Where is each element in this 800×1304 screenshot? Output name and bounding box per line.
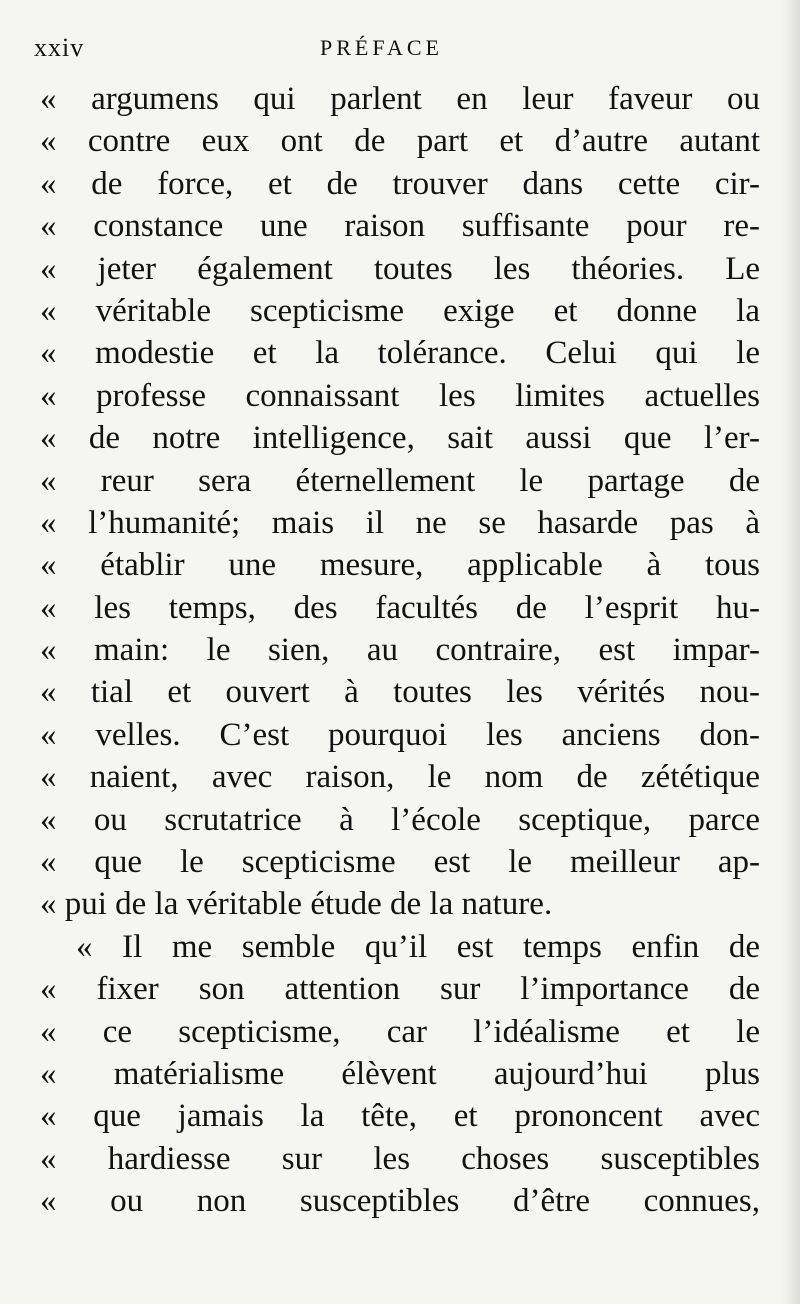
page-edge-shadow bbox=[782, 0, 800, 1304]
text-line: « fixer son attention sur l’importance de bbox=[40, 971, 760, 1008]
text-line: « ou non susceptibles d’être connues, bbox=[40, 1183, 760, 1220]
text-line: « modestie et la tolérance. Celui qui le bbox=[40, 335, 760, 372]
paragraph-end-line: « pui de la véritable étude de la nature. bbox=[40, 886, 553, 923]
text-line: « ce scepticisme, car l’idéalisme et le bbox=[40, 1013, 760, 1050]
header-title: PRÉFACE bbox=[320, 35, 443, 60]
text-line: « hardiesse sur les choses susceptibles bbox=[40, 1140, 760, 1177]
text-line: « établir une mesure, applicable à tous bbox=[40, 547, 760, 584]
body-text bbox=[40, 78, 760, 1223]
text-line: « de force, et de trouver dans cette cir- bbox=[40, 165, 760, 202]
text-line: « que jamais la tête, et prononcent avec bbox=[40, 1098, 760, 1135]
page-number: xxiv bbox=[34, 33, 85, 62]
text-line: « les temps, des facultés de l’esprit hu- bbox=[40, 589, 760, 626]
text-line: « véritable scepticisme exige et donne la bbox=[40, 292, 760, 329]
text-line: « constance une raison suffisante pour re- bbox=[40, 208, 760, 245]
paragraph-start-line: « Il me semble qu’il est temps enfin de bbox=[76, 928, 760, 965]
text-line: « tial et ouvert à toutes les vérités nou- bbox=[40, 674, 760, 711]
text-line: « matérialisme élèvent aujourd’hui plus bbox=[40, 1055, 760, 1092]
text-line: « l’humanité; mais il ne se hasarde pas à bbox=[40, 504, 760, 541]
text-line: « que le scepticisme est le meilleur ap- bbox=[40, 844, 760, 881]
text-line: « professe connaissant les limites actuelles bbox=[40, 377, 760, 414]
text-line: « jeter également toutes les théories. Le bbox=[40, 250, 760, 287]
text-line: « argumens qui parlent en leur faveur ou bbox=[40, 81, 760, 117]
text-line: « reur sera éternellement le partage de bbox=[40, 462, 760, 499]
running-head bbox=[34, 33, 754, 73]
text-line: « main: le sien, au contraire, est impar- bbox=[40, 632, 760, 669]
text-line: « ou scrutatrice à l’école sceptique, parce bbox=[40, 801, 760, 838]
text-line: « velles. C’est pourquoi les anciens don- bbox=[40, 716, 760, 753]
text-line: « de notre intelligence, sait aussi que l’er- bbox=[40, 420, 760, 457]
text-line: « contre eux ont de part et d’autre autant bbox=[40, 123, 760, 160]
text-line: « naient, avec raison, le nom de zététique bbox=[40, 759, 760, 796]
